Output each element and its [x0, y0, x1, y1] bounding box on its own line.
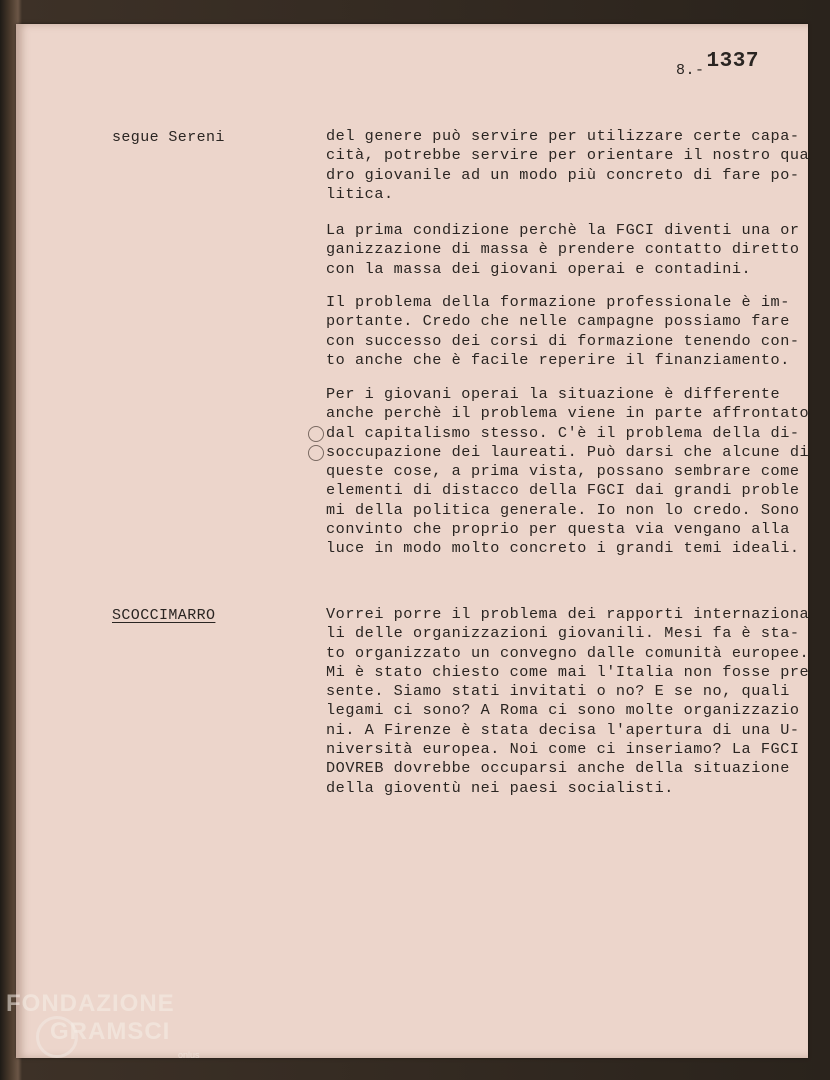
text-line: litica. — [326, 184, 394, 203]
text-line: sente. Siamo stati invitati o no? E se no, quali — [326, 682, 790, 701]
text-line: to anche che è facile reperire il finanziamento. — [326, 350, 790, 369]
paragraph — [326, 605, 810, 798]
paragraph — [326, 385, 810, 559]
text-line: Il problema della formazione professionale è im- — [326, 293, 790, 311]
text-line: DOVREB dovrebbe occuparsi anche della situazione — [326, 759, 790, 778]
text-line: anche perchè il problema viene in parte affrontato — [326, 404, 810, 423]
text-line: li delle organizzazioni giovanili. Mesi fa è sta- — [326, 624, 800, 643]
text-line: portante. Credo che nelle campagne possiamo fare — [326, 312, 790, 331]
page-number — [676, 50, 759, 81]
speaker-label: segue Sereni — [112, 129, 225, 146]
archive-watermark — [6, 990, 246, 1070]
text-line: cità, potrebbe servire per orientare il nostro qua — [326, 146, 810, 165]
text-line: Vorrei porre il problema dei rapporti internaziona — [326, 605, 810, 623]
text-line: mi della politica generale. Io non lo credo. Sono — [326, 500, 800, 519]
text-line: niversità europea. Noi come ci inseriamo? La FGCI — [326, 740, 800, 759]
text-line: to organizzato un convegno dalle comunità europee. — [326, 643, 810, 662]
text-line: dal capitalismo stesso. C'è il problema della di- — [326, 423, 800, 442]
speaker-label: SCOCCIMARRO — [112, 607, 216, 624]
paragraph — [326, 293, 806, 370]
watermark-line: FONDAZIONE — [6, 990, 175, 1017]
text-line: Mi è stato chiesto come mai l'Italia non fosse pre — [326, 662, 810, 681]
page-number-prefix: 8.- — [676, 62, 705, 79]
watermark-line: GRAMSCI — [50, 1018, 171, 1045]
text-line: La prima condizione perchè la FGCI diventi una or — [326, 221, 800, 239]
text-line: con successo dei corsi di formazione tenendo con- — [326, 331, 800, 350]
text-line: del genere può servire per utilizzare certe capa- — [326, 127, 800, 145]
text-line: della gioventù nei paesi socialisti. — [326, 778, 674, 797]
text-line: ganizzazione di massa è prendere contatto diretto — [326, 240, 800, 259]
text-line: Per i giovani operai la situazione è differente — [326, 385, 781, 403]
paragraph — [326, 221, 806, 279]
paragraph — [326, 127, 810, 204]
page-number-value: 1337 — [706, 50, 759, 73]
text-line: con la massa dei giovani operai e contadini. — [326, 259, 752, 278]
text-line: dro giovanile ad un modo più concreto di fare po- — [326, 165, 800, 184]
text-line: ni. A Firenze è stata decisa l'apertura di una U- — [326, 720, 800, 739]
watermark-line: onlus — [178, 1050, 200, 1060]
margin-mark-icon — [308, 426, 324, 442]
text-line: queste cose, a prima vista, possano sembrare come — [326, 462, 800, 481]
text-line: convinto che proprio per questa via vengano alla — [326, 520, 790, 539]
text-line: elementi di distacco della FGCI dai grandi proble — [326, 481, 800, 500]
margin-mark-icon — [308, 445, 324, 461]
text-line: legami ci sono? A Roma ci sono molte organizzazio — [326, 701, 800, 720]
text-line: soccupazione dei laureati. Può darsi che alcune di — [326, 442, 810, 461]
text-line: luce in modo molto concreto i grandi temi ideali. — [326, 539, 800, 558]
